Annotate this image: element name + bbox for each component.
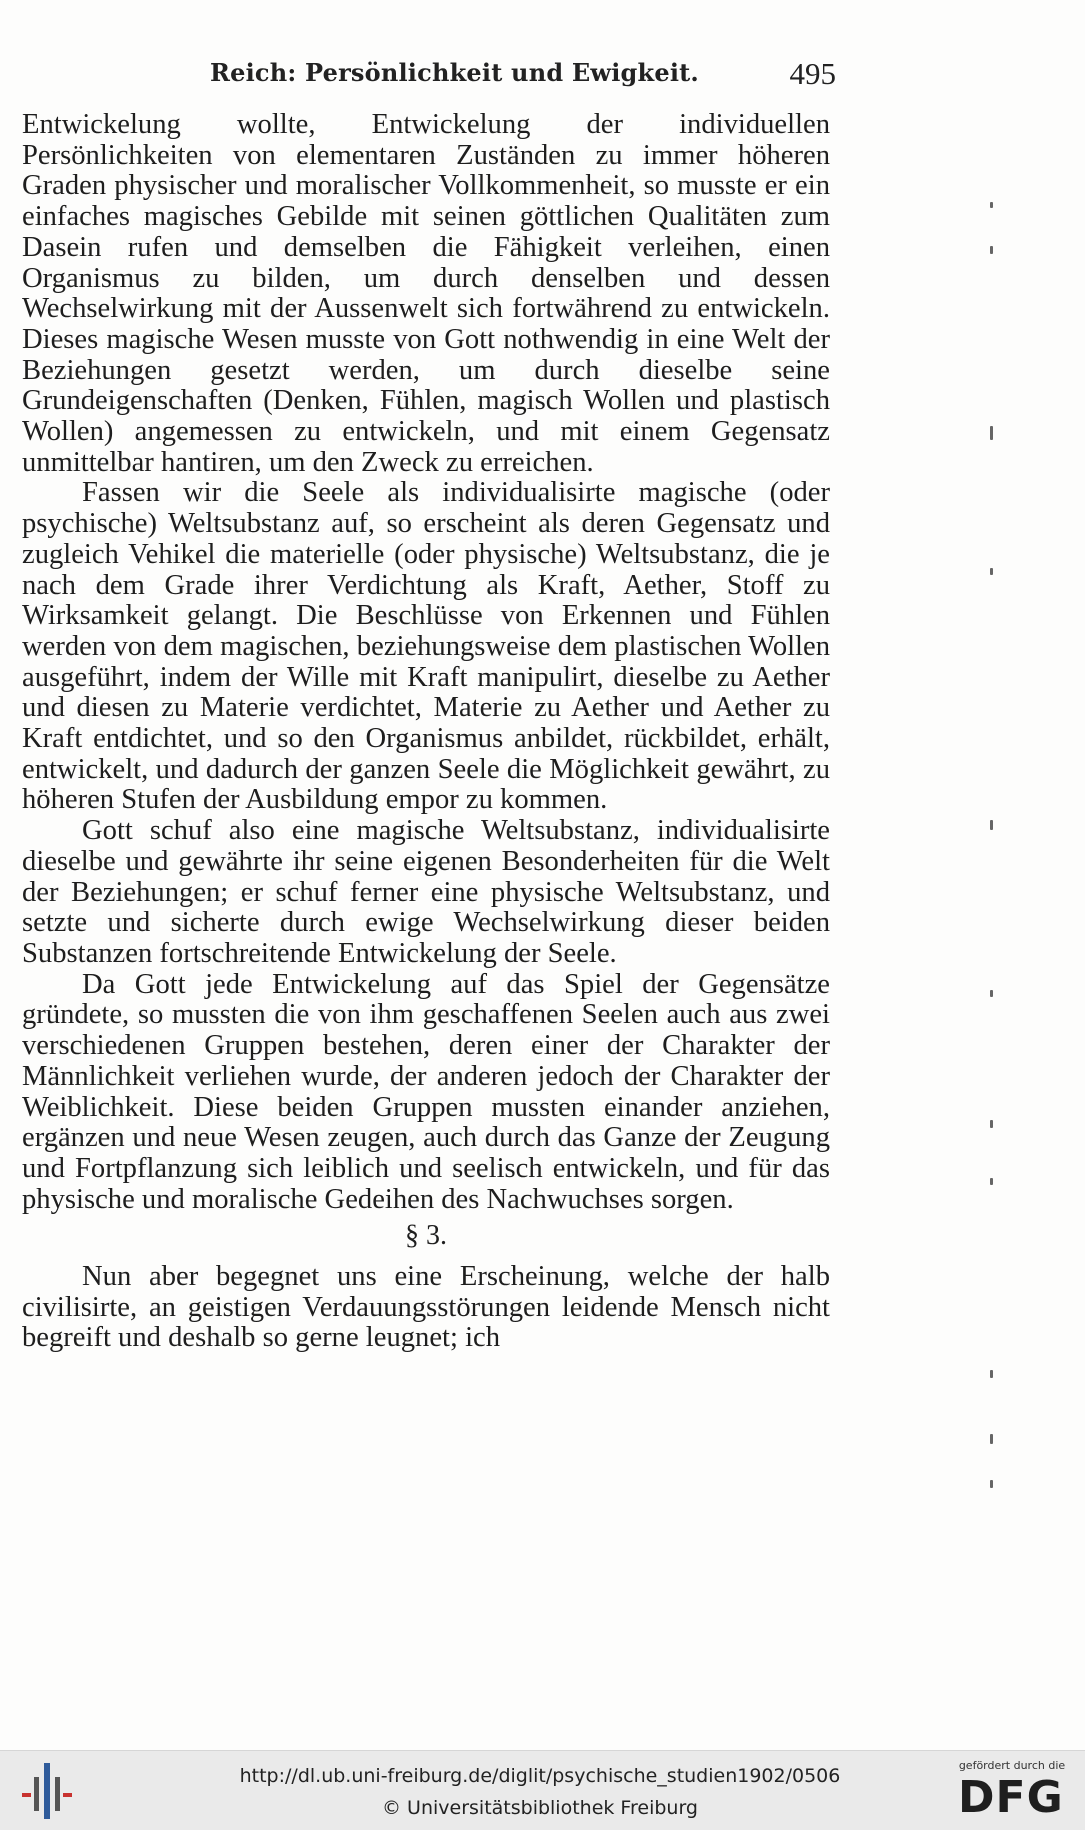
ub-freiburg-logo-icon [22,1763,72,1819]
logo-bar-icon [55,1777,60,1811]
scan-mark [990,1120,993,1128]
logo-bar-icon [34,1777,39,1811]
scan-mark [990,426,993,440]
dfg-logo [952,1759,1072,1825]
paragraph: Da Gott jede Entwickelung auf das Spiel der Gegensätze gründete, so mussten die von ihm geschaffenen Seelen auch aus zwei verschiedenen Gruppen bestehen, deren einer der Charakter der Männlichkeit verliehen wurde, der anderen jedoch der Charakter der Weiblichkeit. Diese beiden Gruppen mussten einander anziehen, ergänzen und neue Wesen zeugen, auch durch das Ganze der Zeugung und Fortpflanzung sich leiblich und seelisch entwickeln, und für das physische und moralische Gedeihen des Nachwuchses sorgen. [22,968,830,1215]
scan-mark [990,1370,993,1378]
scan-mark [990,202,993,208]
margin-scan-marks [990,190,1020,1540]
scan-mark [990,1480,993,1488]
paragraph: Entwickelung wollte, Entwickelung der individuellen Persönlichkeiten von elementaren Zuständen zu immer höheren Graden physischer und moralischer Vollkommenheit, so musste er ein einfaches magisches Gebilde mit seinen göttlichen Qualitäten zum Dasein rufen und demselben die Fähigkeit verleihen, einen Organismus zu bilden, um durch denselben und dessen Wechselwirkung mit der Aussenwelt sich fortwährend zu entwickeln. Dieses magische Wesen musste von Gott nothwendig in eine Welt der Beziehungen gesetzt werden, um durch dieselbe seine Grundeigenschaften (Denken, Fühlen, magisch Wollen und plastisch Wollen) angemessen zu entwickeln, und mit einem Gegensatz unmittelbar hantiren, um den Zweck zu erreichen. [22,109,830,478]
logo-bar-icon [44,1763,50,1819]
logo-dash-icon [22,1793,31,1797]
section-heading: § 3. [405,1220,447,1252]
scan-mark [990,1434,993,1444]
body-text [22,110,830,1354]
page-header [196,58,836,92]
dfg-mark: DFG [958,1772,1064,1823]
page-number: 495 [789,56,836,91]
running-title: Reich: Persönlichkeit und Ewigkeit. [210,58,699,87]
footer-bar [0,1750,1085,1830]
scan-mark [990,246,993,254]
logo-dash-icon [63,1793,72,1797]
paragraph: Gott schuf also eine magische Weltsubstanz, individualisirte dieselbe und gewährte ihr seine eigenen Besonderheiten für die Welt der Beziehungen; er schuf ferner eine physische Weltsubstanz, und setzte und sicherte durch ewige Wechselwirkung dieser beiden Substanzen fortschreitende Entwickelung der Seele. [22,815,830,969]
scan-mark [990,990,993,997]
paragraph: Fassen wir die Seele als individualisirte magische (oder psychische) Weltsubstanz auf, so erscheint als deren Gegensatz und zugleich Vehikel die materielle (oder physische) Weltsubstanz, die je nach dem Grade ihrer Verdichtung als Kraft, Aether, Stoff zu Wirksamkeit gelangt. Die Beschlüsse von Erkennen und Fühlen werden von dem magischen, beziehungsweise dem plastischen Wollen ausgeführt, indem der Wille mit Kraft manipulirt, dieselbe zu Aether und diesen zu Materie verdichtet, Materie zu Aether und Aether zu Kraft entdichtet, und so den Organismus anbildet, rückbildet, erhält, entwickelt, und dadurch der ganzen Seele die Möglichkeit gewährt, zu höheren Stufen der Ausbildung empor zu kommen. [22,477,830,816]
footer-url[interactable]: http://dl.ub.uni-freiburg.de/diglit/psychische_studien1902/0506 [239,1765,841,1787]
paragraph: Nun aber begegnet uns eine Erscheinung, welche der halb civilisirte, an geistigen Verdauungsstörungen leidende Mensch nicht begreift und deshalb so gerne leugnet; ich [22,1261,830,1354]
scan-mark [990,568,993,575]
scan-mark [990,820,993,830]
footer-copyright: © Universitätsbibliothek Freiburg [382,1797,698,1819]
scan-mark [990,1178,993,1185]
dfg-caption: gefördert durch die [958,1759,1066,1772]
